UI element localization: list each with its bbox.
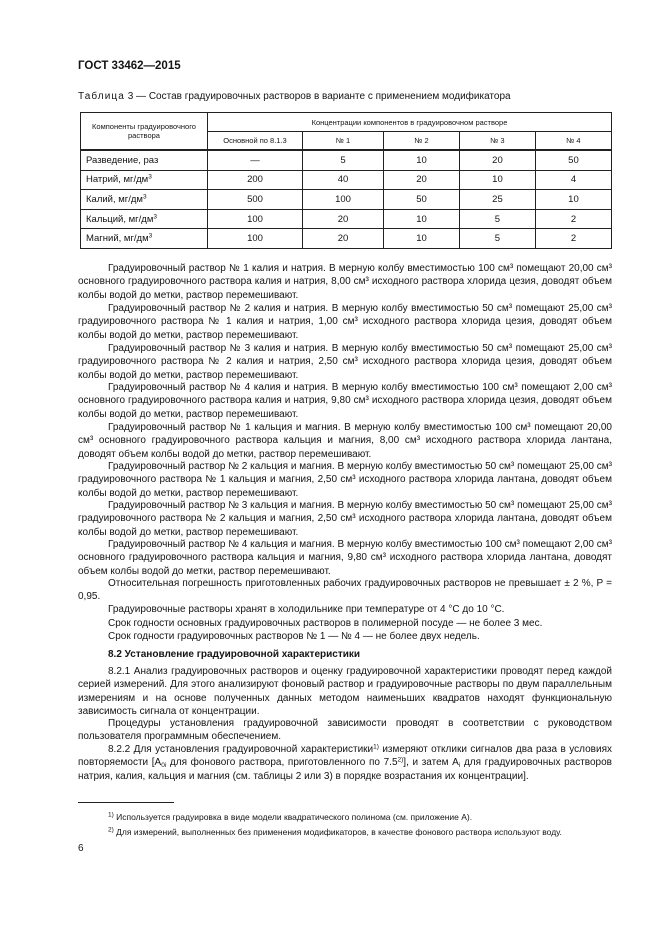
- header-solution-4: № 4: [535, 132, 611, 151]
- table-row: [81, 150, 612, 170]
- table-row: [81, 229, 612, 249]
- header-solution-1: № 1: [303, 132, 384, 151]
- footnote-ref-2: 2): [397, 756, 404, 764]
- paragraph-solution-3-ca-mg: Градуировочный раствор № 3 кальция и магния. В мерную колбу вместимостью 50 см³ помещают 25,00 см³ градуировочного раствора № 2 кальция и магния, 2,50 см³ исходного раствора хлорида лантана, доводят объем колбы водой до метки, раствор перемешивают.: [78, 500, 612, 538]
- footnote-divider: [78, 802, 174, 803]
- table-cell: 5: [459, 209, 535, 229]
- table-cell: 10: [459, 170, 535, 190]
- header-base-solution: Основной по 8.1.3: [208, 132, 303, 151]
- footnote-2: $^{2)}$ Для измерений, выполненных без применения модификаторов, в качестве фонового раствора используют воду.: [108, 826, 562, 837]
- header-concentrations: Концентрации компонентов в градуировочном растворе: [208, 113, 612, 132]
- paragraph-8-2-2: 8.2.2 Для установления градуировочной характеристики$^{1)}$ измеряют отклики сигналов два раза в условиях повторяемости [$A_{0i}$ для фонового раствора, приготовленного по 7.5$^{2)}$], и затем $A_i$ для градуировочных растворов натрия, калия, кальция и магния (см. таблицы 2 или 3) в порядке возрастания их концентрации].: [78, 743, 612, 782]
- table-cell: 50: [384, 190, 460, 210]
- row-label: Натрий, $мг/дм^3$: [81, 170, 208, 190]
- row-label: Магний, $мг/дм^3$: [81, 229, 208, 249]
- row-label: Разведение, раз: [81, 150, 208, 170]
- composition-table: [80, 112, 612, 249]
- table-cell: 50: [535, 150, 611, 170]
- table-cell: 20: [459, 150, 535, 170]
- table-cell: 100: [303, 190, 384, 210]
- row-label: Калий, $мг/дм^3$: [81, 190, 208, 210]
- footnote-ref-1: 1): [373, 743, 379, 751]
- table-cell: 10: [535, 190, 611, 210]
- table-cell: 10: [384, 150, 460, 170]
- table-cell: 10: [384, 229, 460, 249]
- table-caption: [78, 91, 511, 102]
- table-cell: 2: [535, 209, 611, 229]
- paragraph-solution-1-ca-mg: Градуировочный раствор № 1 кальция и магния. В мерную колбу вместимостью 100 см³ помещают 20,00 см³ основного градуировочного раствора кальция и магния, 8,00 см³ исходного раствора хлорида лантана, доводят объем колбы водой до метки, раствор перемешивают.: [78, 422, 612, 460]
- table-cell: 20: [384, 170, 460, 190]
- header-solution-2: № 2: [384, 132, 460, 151]
- table-cell: 5: [303, 150, 384, 170]
- paragraph-solution-1-k-na: Градуировочный раствор № 1 калия и натрия. В мерную колбу вместимостью 100 см³ помещают 20,00 см³ основного градуировочного раствора калия и натрия, 8,00 см³ исходного раствора хлорида цезия, доводят объем колбы водой до метки, раствор перемешивают.: [78, 263, 612, 301]
- paragraph-8-2-1: 8.2.1 Анализ градуировочных растворов и оценку градуировочной характеристики проводят перед каждой серией измерений. Для этого анализируют фоновый раствор и градуировочные растворы по двум параллельным измерениям и на основе полученных данных методом наименьших квадратов находят функциональную зависимость сигнала от концентрации.: [78, 666, 612, 718]
- standard-designation: ГОСТ 33462—2015: [78, 60, 181, 72]
- paragraph-relative-error: Относительная погрешность приготовленных рабочих градуировочных растворов не превышает ± 2 %, P = 0,95.: [78, 578, 612, 603]
- paragraph-shelf-life-working: Срок годности градуировочных растворов № 1 — № 4 — не более двух недель.: [108, 631, 480, 642]
- section-heading: 8.2 Установление градуировочной характеристики: [108, 649, 361, 660]
- paragraph-solution-4-ca-mg: Градуировочный раствор № 4 кальция и магния. В мерную колбу вместимостью 100 см³ помещают 2,00 см³ основного градуировочного раствора кальция и магния, 9,80 см³ исходного раствора хлорида лантана, доводят объем колбы водой до метки, раствор перемешивают.: [78, 539, 612, 577]
- table-cell: 40: [303, 170, 384, 190]
- page-number: 6: [78, 843, 84, 854]
- table-cell: 10: [384, 209, 460, 229]
- table-cell: 5: [459, 229, 535, 249]
- table-cell: —: [208, 150, 303, 170]
- table-caption-text: 3 — Состав градуировочных растворов в варианте с применением модификатора: [124, 91, 511, 102]
- table-row: [81, 209, 612, 229]
- table-cell: 200: [208, 170, 303, 190]
- table-row: [81, 170, 612, 190]
- table-row: [81, 190, 612, 210]
- footnote-1: $^{1)}$ Используется градуировка в виде модели квадратического полинома (см. приложение А).: [108, 811, 473, 822]
- header-components: Компоненты градуировочного раствора: [81, 113, 208, 151]
- paragraph-solution-4-k-na: Градуировочный раствор № 4 калия и натрия. В мерную колбу вместимостью 100 см³ помещают 2,00 см³ основного градуировочного раствора калия и натрия, 9,80 см³ исходного раствора хлорида цезия, доводят объем колбы водой до метки, раствор перемешивают.: [78, 382, 612, 420]
- table-caption-label: Таблица: [78, 91, 125, 102]
- table-cell: 20: [303, 229, 384, 249]
- paragraph-procedures: Процедуры установления градуировочной зависимости проводят в соответствии с руководством пользователя программным обеспечением.: [78, 718, 612, 743]
- paragraph-shelf-life-base: Срок годности основных градуировочных растворов в полимерной посуде — не более 3 мес.: [108, 618, 543, 629]
- table-cell: 25: [459, 190, 535, 210]
- table-cell: 4: [535, 170, 611, 190]
- paragraph-solution-2-k-na: Градуировочный раствор № 2 калия и натрия. В мерную колбу вместимостью 50 см³ помещают 25,00 см³ градуировочного раствора № 1 калия и натрия, 1,00 см³ исходного раствора хлорида цезия, доводят объем колбы водой до метки, раствор перемешивают.: [78, 303, 612, 341]
- row-label: Кальций, $мг/дм^3$: [81, 209, 208, 229]
- header-solution-3: № 3: [459, 132, 535, 151]
- paragraph-solution-2-ca-mg: Градуировочный раствор № 2 кальция и магния. В мерную колбу вместимостью 50 см³ помещают 25,00 см³ градуировочного раствора № 1 кальция и магния, 2,50 см³ исходного раствора хлорида лантана, доводят объем колбы водой до метки, раствор перемешивают.: [78, 461, 612, 499]
- table-cell: 20: [303, 209, 384, 229]
- paragraph-solution-3-k-na: Градуировочный раствор № 3 калия и натрия. В мерную колбу вместимостью 50 см³ помещают 25,00 см³ градуировочного раствора № 2 калия и натрия, 2,50 см³ исходного раствора хлорида цезия, доводят объем колбы водой до метки, раствор перемешивают.: [78, 343, 612, 381]
- table-cell: 100: [208, 209, 303, 229]
- table-cell: 2: [535, 229, 611, 249]
- paragraph-storage: Градуировочные растворы хранят в холодильнике при температуре от 4 °С до 10 °С.: [108, 604, 505, 615]
- table-cell: 500: [208, 190, 303, 210]
- table-cell: 100: [208, 229, 303, 249]
